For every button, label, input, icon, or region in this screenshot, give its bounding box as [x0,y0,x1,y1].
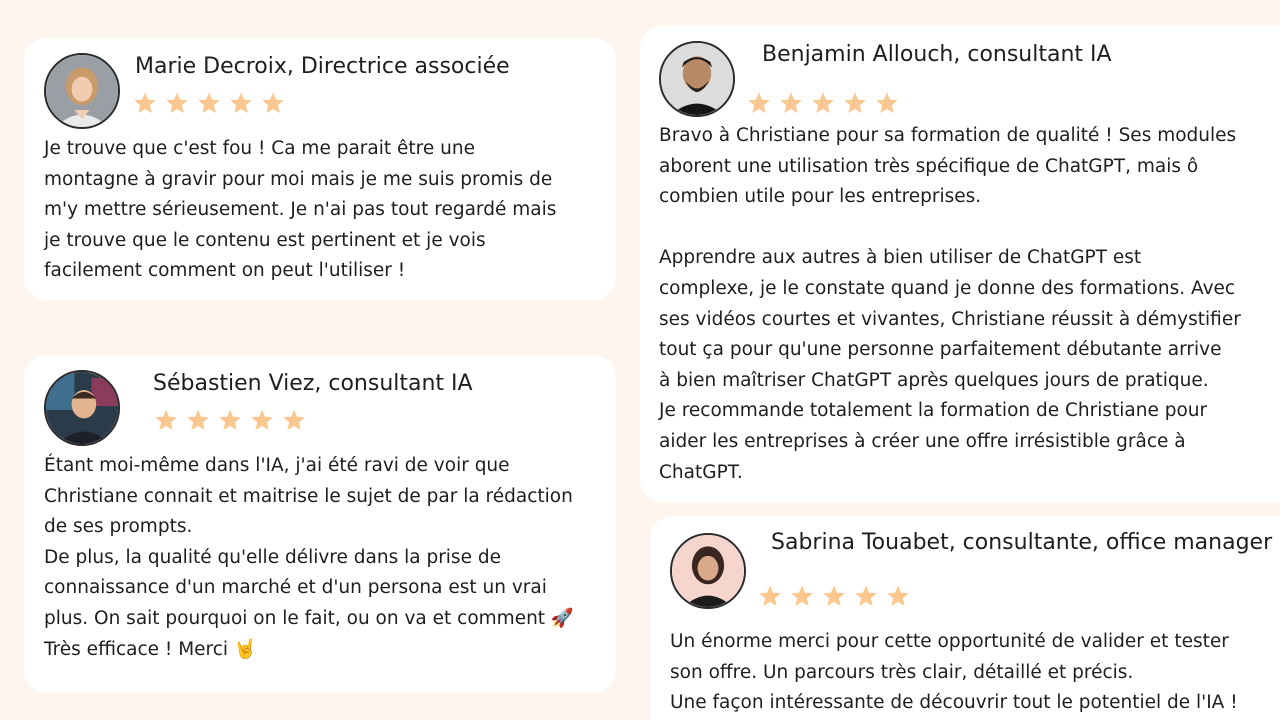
review-card-benjamin [640,26,1280,502]
star-icon [197,91,221,115]
avatar-sabrina [670,533,746,609]
star-icon [218,408,242,432]
star-rating [747,91,899,115]
avatar-marie [44,53,120,129]
avatar-photo-icon [46,372,118,444]
star-icon [133,91,157,115]
review-card-sebastien [24,355,616,693]
star-rating [154,408,306,432]
star-icon [229,91,253,115]
reviewer-name: Benjamin Allouch, consultant IA [762,42,1112,67]
star-icon [186,408,210,432]
review-card-marie [24,38,616,300]
reviewer-name: Marie Decroix, Directrice associée [135,54,510,79]
star-icon [747,91,771,115]
star-icon [154,408,178,432]
reviewer-name: Sébastien Viez, consultant IA [153,371,473,396]
star-icon [282,408,306,432]
star-icon [811,91,835,115]
star-icon [886,584,910,608]
star-icon [854,584,878,608]
review-text: Bravo à Christiane pour sa formation de qualité ! Ses modules aborent une utilisation très spécifique de ChatGPT, mais ô combien utile pour les entreprises. Apprendre aux autres à bien utiliser de ChatGPT est complexe, je le constate quand je donne des formations. Avec ses vidéos courtes et vivantes, Christiane réussit à démystifier tout ça pour qu'une personne parfaitement débutante arrive à bien maîtriser ChatGPT après quelques jours de pratique. Je recommande totalement la formation de Christiane pour aider les entreprises à créer une offre irrésistible grâce à ChatGPT. [659,125,1241,483]
star-icon [875,91,899,115]
star-icon [165,91,189,115]
avatar-photo-icon [46,55,118,127]
avatar-benjamin [659,41,735,117]
star-icon [790,584,814,608]
star-rating [758,584,910,608]
avatar-sebastien [44,370,120,446]
avatar-photo-icon [672,535,744,607]
review-text: Un énorme merci pour cette opportunité de valider et tester son offre. Un parcours très clair, détaillé et précis. Une façon intéressante de découvrir tout le potentiel de l'IA ! [670,631,1238,714]
star-icon [758,584,782,608]
star-rating [133,91,285,115]
review-text: Étant moi-même dans l'IA, j'ai été ravi de voir que Christiane connait et maitrise le sujet de par la rédaction de ses prompts. De plus, la qualité qu'elle délivre dans la prise de connaissance d'un marché et d'un persona est un vrai plus. On sait pourquoi on le fait, ou on va et comment 🚀 Très efficace ! Merci 🤘 [44,455,574,660]
review-card-sabrina [650,516,1280,720]
star-icon [250,408,274,432]
star-icon [843,91,867,115]
reviewer-name: Sabrina Touabet, consultante, office manager [771,530,1273,555]
avatar-photo-icon [661,43,733,115]
review-text: Je trouve que c'est fou ! Ca me parait être une montagne à gravir pour moi mais je me suis promis de m'y mettre sérieusement. Je n'ai pas tout regardé mais je trouve que le contenu est pertinent et je vois facilement comment on peut l'utiliser ! [44,138,557,282]
star-icon [261,91,285,115]
star-icon [779,91,803,115]
star-icon [822,584,846,608]
